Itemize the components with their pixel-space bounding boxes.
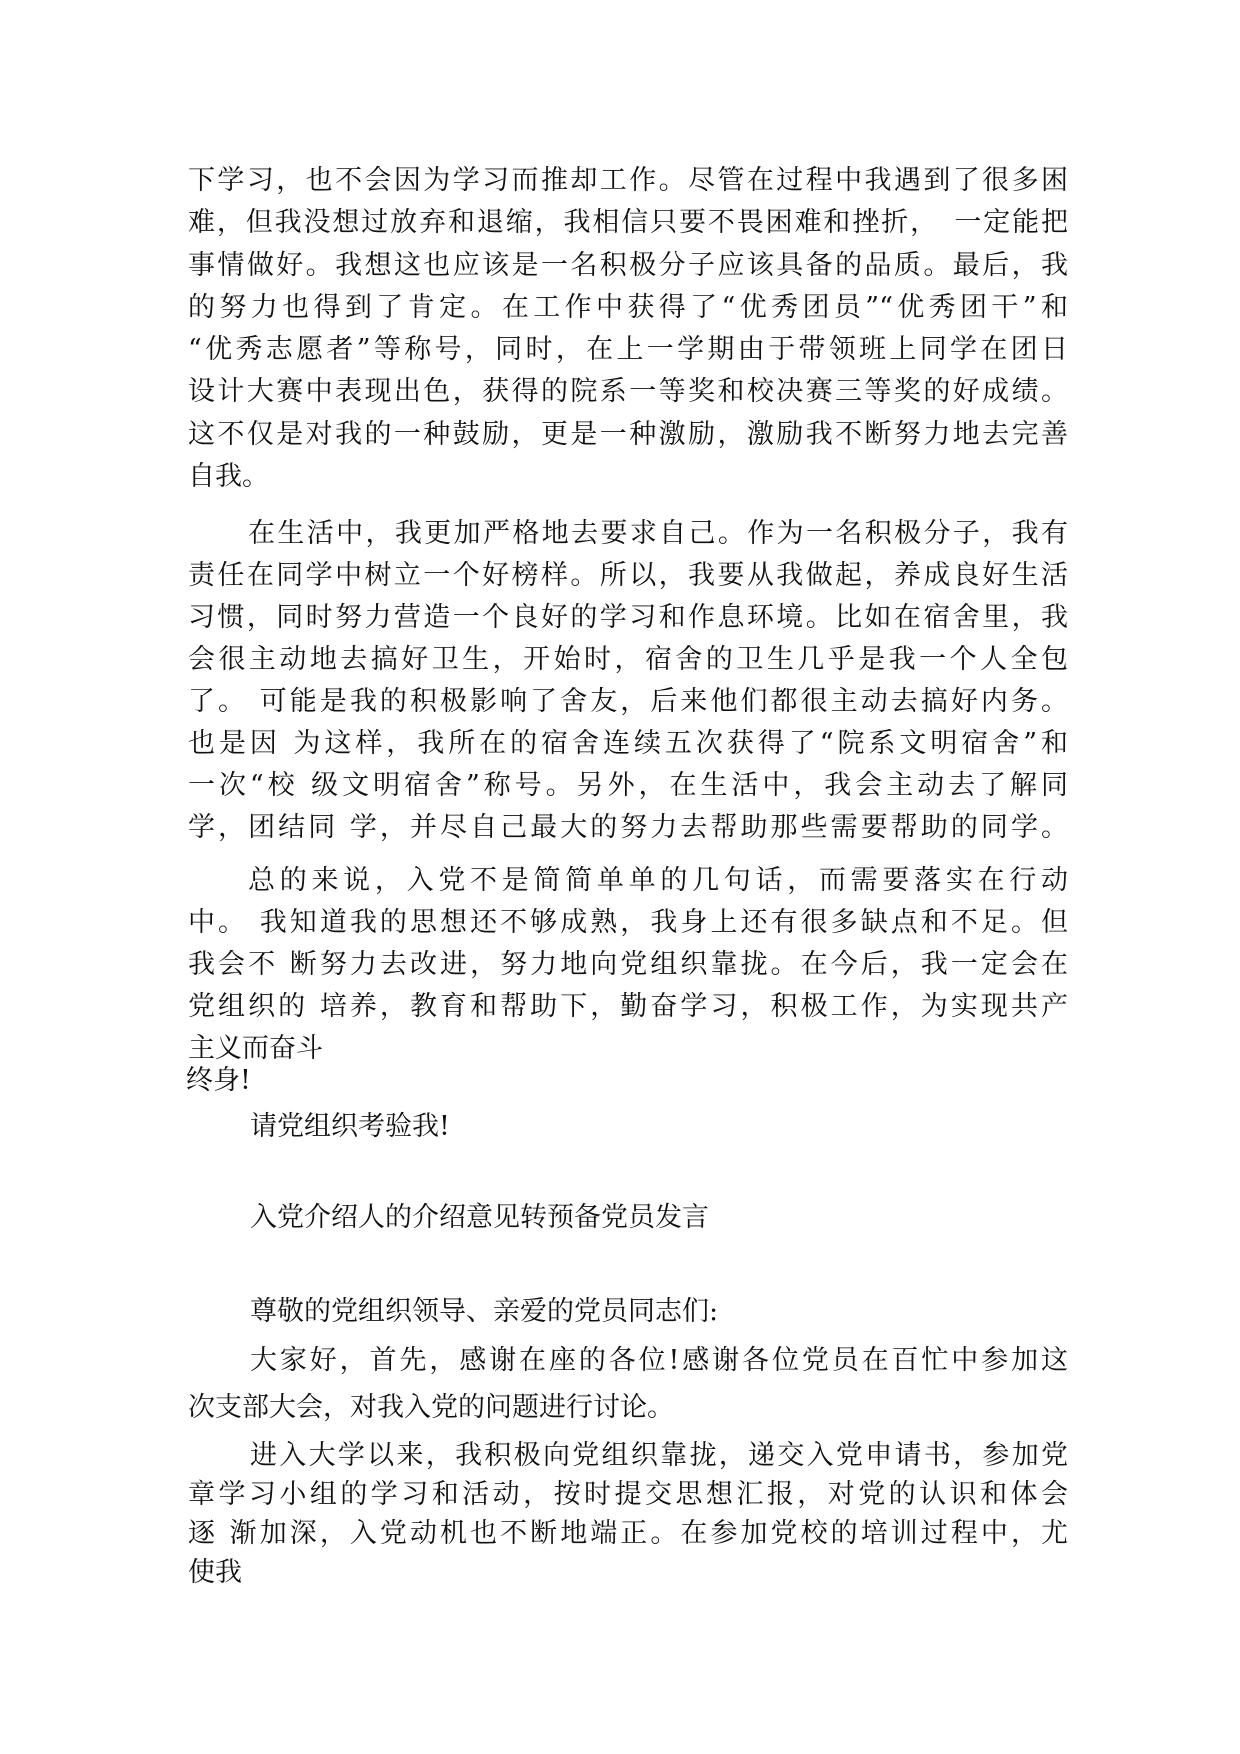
closing-line-2: [250, 1109, 1130, 1145]
salutation-text: 尊敬的党组织领导、亲爱的党员同志们:: [250, 1296, 719, 1327]
body-paragraph-3: [188, 860, 1068, 1070]
text-line: 也是因 为这样，我所在的宿舍连续五次获得了“院系文明宿舍”和: [188, 728, 1068, 759]
text-line: “优秀志愿者”等称号，同时，在上一学期由于带领班上同学在团日: [188, 334, 1068, 366]
text-line: 一次“校 级文明宿舍”称号。另外，在生活中，我会主动去了解同: [188, 770, 1068, 801]
text-line: 下学习，也不会因为学习而推却工作。尽管在过程中我遇到了很多困: [188, 165, 1068, 196]
closing-text: 终身!: [186, 1065, 251, 1096]
body-paragraph-1: [188, 160, 1068, 498]
text-line: 设计大赛中表现出色，获得的院系一等奖和校决赛三等奖的好成绩。: [188, 376, 1068, 408]
text-line: 事情做好。我想这也应该是一名积极分子应该具备的品质。最后，我: [188, 249, 1068, 281]
text-line: 我会不 断努力去改进，努力地向党组织靠拢。在今后，我一定会在: [188, 949, 1068, 980]
text-line: 逐 渐加深，入党动机也不断地端正。在参加党校的培训过程中，尤: [188, 1518, 1068, 1549]
section-title-text: 入党介绍人的介绍意见转预备党员发言: [250, 1202, 709, 1233]
text-line: 学，团结同 学，并尽自己最大的努力去帮助那些需要帮助的同学。: [188, 812, 1068, 843]
text-line: 这不仅是对我的一种鼓励，更是一种激励，激励我不断努力地去完善: [188, 418, 1068, 450]
text-line: 自我。: [188, 461, 269, 493]
text-line: 进入大学以来，我积极向党组织靠拢，递交入党申请书，参加党: [250, 1440, 1068, 1471]
text-line: 中。 我知道我的思想还不够成熟，我身上还有很多缺点和不足。但: [188, 907, 1068, 938]
text-line: 责任在同学中树立一个好榜样。所以，我要从我做起，养成良好生活: [188, 560, 1068, 591]
text-line: 会很主动地去搞好卫生，开始时，宿舍的卫生几乎是我一个人全包: [188, 644, 1068, 675]
closing-line-1: [186, 1063, 1066, 1099]
text-line: 章学习小组的学习和活动，按时提交思想汇报，对党的认识和体会: [188, 1479, 1068, 1510]
text-line: 次支部大会，对我入党的问题进行讨论。: [188, 1392, 674, 1423]
body-paragraph-4: [188, 1337, 1068, 1431]
body-paragraph-5: [188, 1436, 1068, 1592]
text-line: 党组织的 培养，教育和帮助下，勤奋学习，积极工作，为实现共产: [188, 991, 1068, 1022]
closing-text: 请党组织考验我!: [250, 1111, 450, 1142]
text-line: 大家好，首先，感谢在座的各位!感谢各位党员在百忙中参加这: [250, 1345, 1068, 1376]
salutation: [250, 1294, 1130, 1330]
text-line: 使我: [188, 1557, 242, 1588]
text-line: 主义而奋斗: [188, 1033, 323, 1064]
text-line: 难，但我没想过放弃和退缩，我相信只要不畏困难和挫折， 一定能把: [188, 207, 1068, 239]
text-line: 的努力也得到了肯定。在工作中获得了“优秀团员”“优秀团干”和: [188, 291, 1068, 323]
section-title: [250, 1200, 1130, 1236]
text-line: 在生活中，我更加严格地去要求自己。作为一名积极分子，我有: [248, 518, 1068, 549]
body-paragraph-2: [188, 513, 1068, 849]
text-line: 了。 可能是我的积极影响了舍友，后来他们都很主动去搞好内务。: [188, 686, 1068, 717]
text-line: 习惯，同时努力营造一个良好的学习和作息环境。比如在宿舍里，我: [188, 602, 1068, 633]
text-line: 总的来说，入党不是简简单单的几句话，而需要落实在行动: [248, 865, 1068, 896]
